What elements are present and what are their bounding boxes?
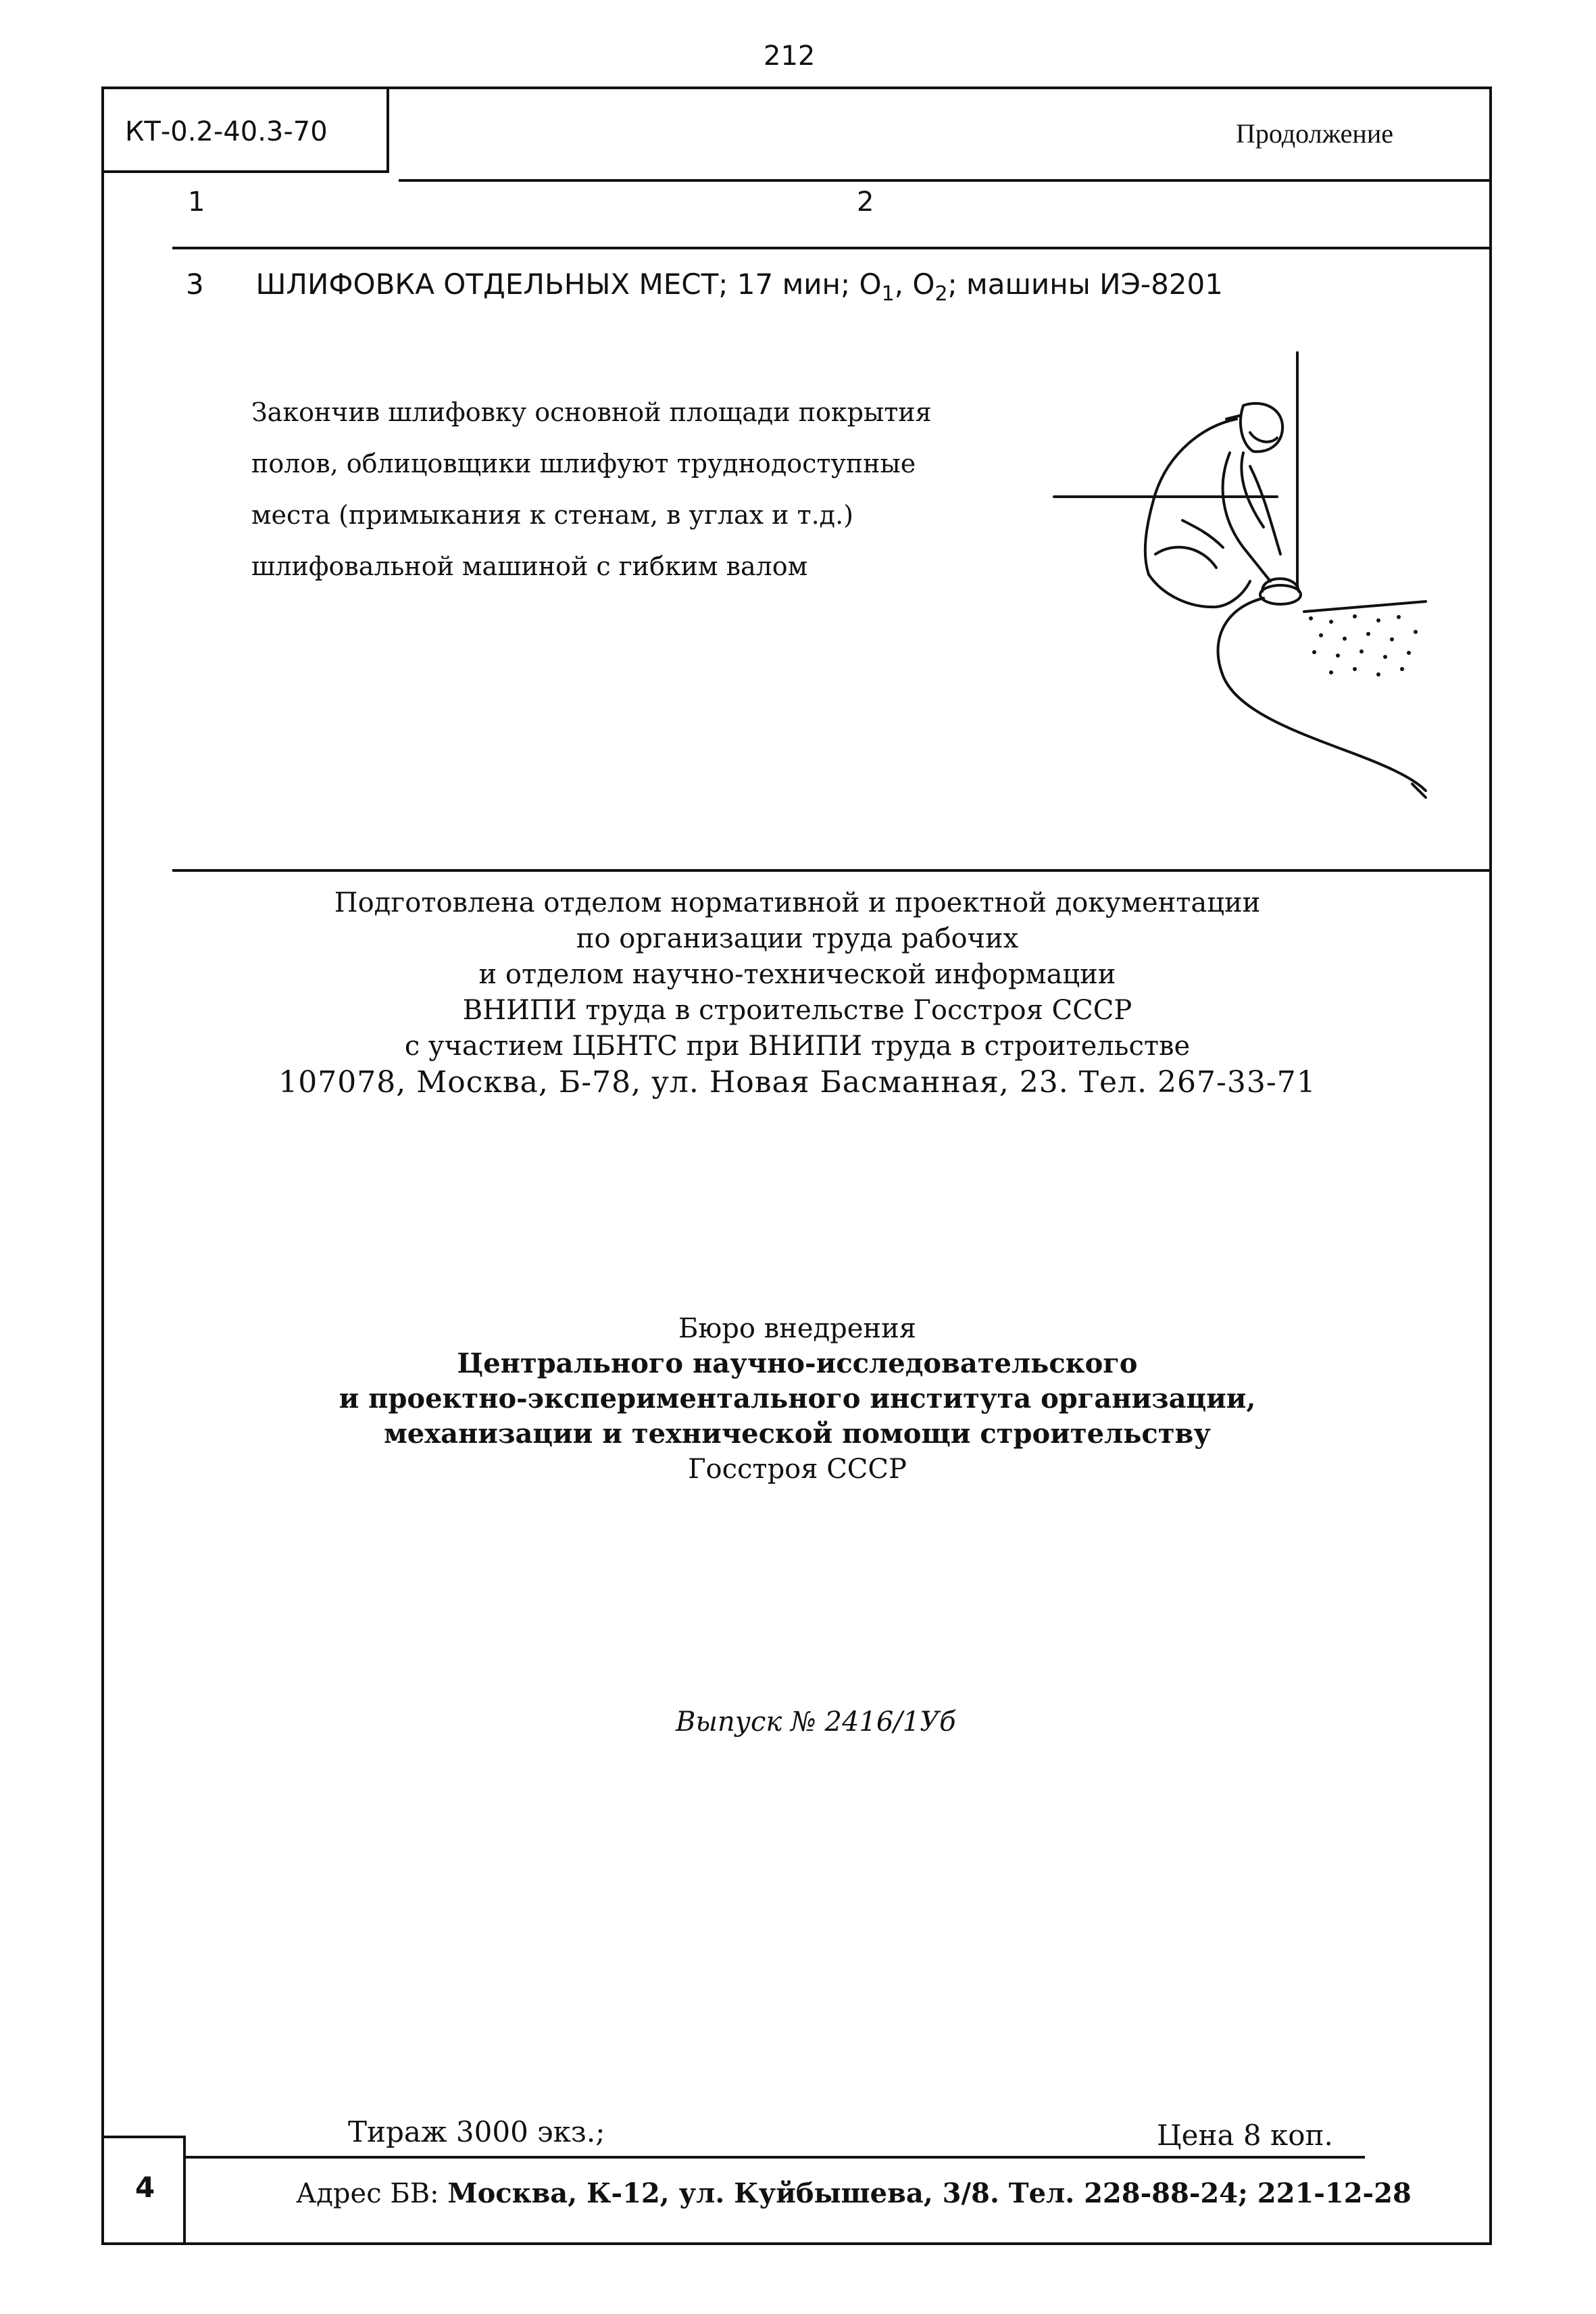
credits-line: ВНИПИ труда в строительстве Госстроя СССР [462, 995, 1132, 1026]
worker-grinding-illustration [1047, 351, 1453, 811]
section-rule [172, 869, 1492, 872]
credits-line: Подготовлена отделом нормативной и проектной документации [334, 887, 1261, 918]
doc-code: КТ-0.2-40.3-70 [125, 116, 328, 147]
credits-line: с участием ЦБНТС при ВНИПИ труда в строительстве [404, 1031, 1191, 1062]
page-top-mark: 212 [764, 41, 816, 72]
machines: ; машины ИЭ-8201 [947, 268, 1223, 301]
bureau-line: и проектно-экспериментального института организации, [339, 1383, 1256, 1414]
address-label: Адрес БВ: [296, 2178, 439, 2209]
bureau-address [296, 2177, 1412, 2209]
prepared-by-block [176, 885, 1419, 1100]
credits-line: и отделом научно-технической информации [478, 959, 1116, 990]
price: Цена 8 коп. [1157, 2119, 1333, 2152]
bureau-line: механизации и технической помощи строительству [384, 1418, 1211, 1450]
credits-address: 107078, Москва, Б-78, ул. Новая Басманная, 23. Тел. 267-33-71 [278, 1065, 1316, 1100]
description-line: полов, облицовщики шлифуют труднодоступные [251, 449, 916, 478]
column-number-1: 1 [188, 187, 205, 218]
page-number: 4 [135, 2171, 155, 2204]
worker-2: $О_2$ [912, 268, 948, 306]
step-title: ШЛИФОВКА ОТДЕЛЬНЫХ МЕСТ; 17 мин; [255, 268, 851, 301]
worker-1: $О_1$ [859, 268, 895, 306]
step-description [251, 387, 995, 592]
description-line: Закончив шлифовку основной площади покрытия [251, 397, 932, 427]
print-run: Тираж 3000 экз.; [348, 2115, 605, 2148]
continuation-label: Продолжение [1236, 118, 1393, 149]
bureau-block [176, 1311, 1419, 1487]
issue-number: Выпуск № 2416/1Уб [676, 1706, 956, 1738]
step-heading: 3 ШЛИФОВКА ОТДЕЛЬНЫХ МЕСТ; 17 мин; $О_1$, $О_2$; машины ИЭ-8201 [186, 268, 1223, 306]
bureau-line: Центрального научно-исследовательского [457, 1348, 1138, 1379]
column-header-rule [172, 247, 1492, 249]
credits-line: по организации труда рабочих [576, 923, 1019, 954]
header-rule [399, 179, 1492, 182]
address-value: Москва, К-12, ул. Куйбышева, 3/8. Тел. 228-88-24; 221-12-28 [447, 2177, 1412, 2209]
step-number: 3 [186, 268, 204, 301]
bureau-line: Госстроя СССР [688, 1454, 907, 1485]
description-line: места (примыкания к стенам, в углах и т.д.) [251, 500, 853, 530]
column-number-2: 2 [857, 187, 874, 218]
bureau-title: Бюро внедрения [678, 1313, 916, 1344]
description-line: шлифовальной машиной с гибким валом [251, 551, 808, 581]
footer-rule [186, 2156, 1365, 2159]
